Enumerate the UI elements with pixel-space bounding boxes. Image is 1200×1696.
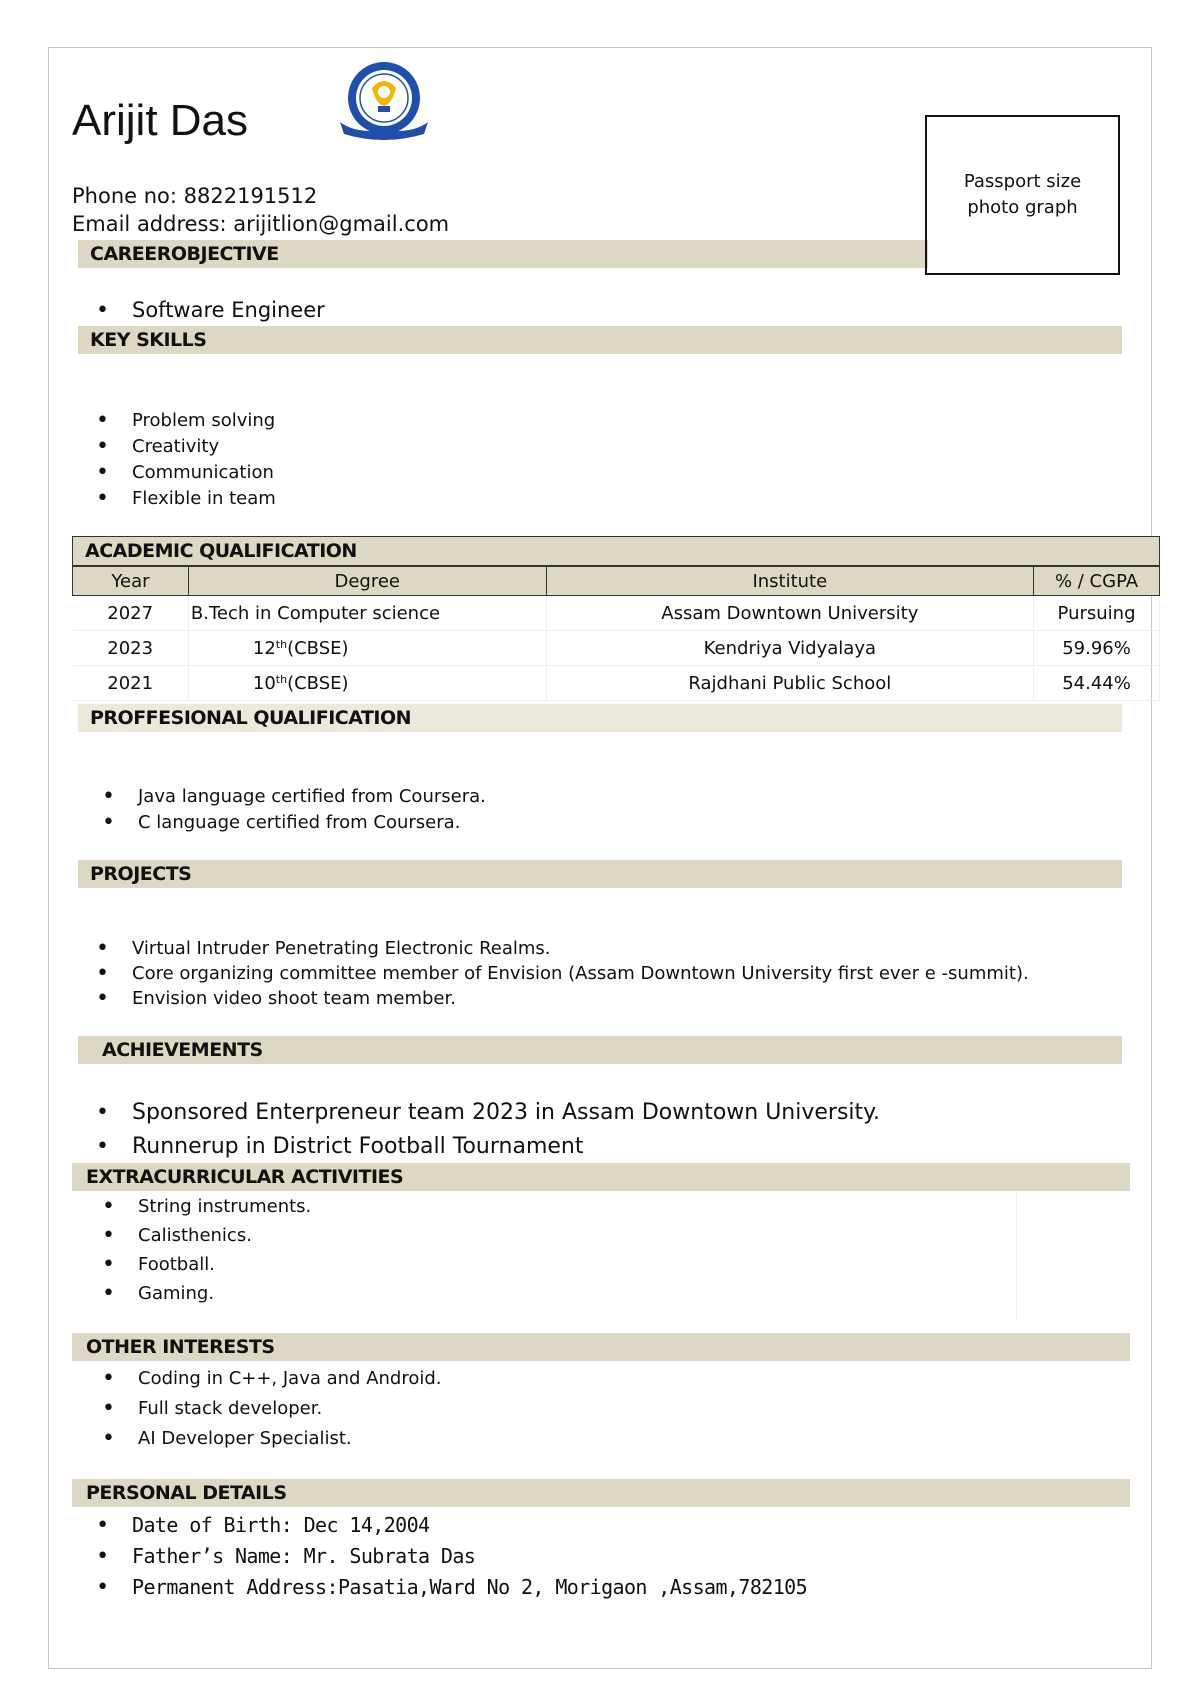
- list-item: • Football.: [102, 1250, 311, 1279]
- table-row: [73, 631, 1160, 666]
- section-other-interests: [72, 1333, 1130, 1361]
- candidate-name: Arijit Das: [72, 96, 249, 145]
- section-personal-details: [72, 1479, 1130, 1507]
- column-header-year: Year: [73, 567, 189, 596]
- degree-text: 12: [252, 637, 276, 659]
- list-item: • Sponsored Enterpreneur team 2023 in Assam Downtown University.: [96, 1096, 880, 1130]
- cell-year: 2027: [73, 596, 189, 631]
- email-address: arijitlion@gmail.com: [233, 212, 450, 236]
- section-title: PROFFESIONAL QUALIFICATION: [90, 707, 412, 729]
- section-title: CAREEROBJECTIVE: [90, 243, 279, 265]
- academic-table-wrap: [72, 566, 1160, 701]
- cell-degree: [188, 596, 546, 631]
- section-key-skills: [78, 326, 1122, 354]
- list-item: • Problem solving: [96, 408, 276, 434]
- cell-score: 59.96%: [1034, 631, 1160, 666]
- cell-institute: Rajdhani Public School: [546, 666, 1033, 701]
- degree-text: B.Tech in Computer science: [190, 602, 441, 624]
- list-item: • Date of Birth: Dec 14,2004: [96, 1510, 807, 1541]
- section-projects: [78, 860, 1122, 888]
- list-item: • Permanent Address:Pasatia,Ward No 2, Morigaon ,Assam,782105: [96, 1572, 807, 1603]
- degree-superscript: th: [275, 637, 288, 651]
- list-item: • Calisthenics.: [102, 1221, 311, 1250]
- section-title: ACHIEVEMENTS: [102, 1039, 263, 1061]
- projects-list: [96, 936, 1029, 1011]
- list-item: • Runnerup in District Football Tournament: [96, 1130, 880, 1164]
- degree-text: 10: [252, 672, 276, 694]
- list-item: • String instruments.: [102, 1192, 311, 1221]
- list-item: • Creativity: [96, 434, 276, 460]
- achievements-list: [96, 1096, 880, 1164]
- cell-institute: Assam Downtown University: [546, 596, 1033, 631]
- list-item: • Core organizing committee member of Envision (Assam Downtown University first ever e -summit).: [96, 961, 1029, 986]
- personal-list: [96, 1510, 807, 1603]
- degree-board: (CBSE): [287, 672, 349, 694]
- passport-photo-placeholder: [925, 115, 1120, 275]
- interests-list: [102, 1364, 442, 1454]
- cell-institute: Kendriya Vidyalaya: [546, 631, 1033, 666]
- table-row: [73, 666, 1160, 701]
- cell-degree: [188, 666, 546, 701]
- column-divider: [1016, 1192, 1017, 1320]
- phone-line: [72, 184, 317, 208]
- section-career-objective: [78, 240, 928, 268]
- list-item: • Gaming.: [102, 1279, 311, 1308]
- section-title: PERSONAL DETAILS: [86, 1482, 287, 1504]
- cell-score: 54.44%: [1034, 666, 1160, 701]
- email-label: Email address:: [72, 212, 234, 236]
- list-item: • Envision video shoot team member.: [96, 986, 1029, 1011]
- professional-list: [102, 784, 486, 836]
- cell-degree: [188, 631, 546, 666]
- skills-list: [96, 408, 276, 512]
- photo-label-line1: Passport size: [963, 171, 1082, 192]
- section-achievements: [78, 1036, 1122, 1064]
- section-title: PROJECTS: [90, 863, 192, 885]
- phone-label: Phone no:: [72, 184, 184, 208]
- phone-number: 8822191512: [183, 184, 318, 208]
- section-title: KEY SKILLS: [90, 329, 207, 351]
- cell-year: 2023: [73, 631, 189, 666]
- cell-year: 2021: [73, 666, 189, 701]
- photo-label-line2: photo graph: [967, 197, 1078, 218]
- list-item: • Coding in C++, Java and Android.: [102, 1364, 442, 1394]
- list-item: • C language certified from Coursera.: [102, 810, 486, 836]
- university-logo-icon: [336, 60, 432, 142]
- list-item: • AI Developer Specialist.: [102, 1424, 442, 1454]
- column-header-degree: Degree: [188, 567, 546, 596]
- list-item: • Flexible in team: [96, 486, 276, 512]
- section-title: EXTRACURRICULAR ACTIVITIES: [86, 1166, 404, 1188]
- section-extracurricular: [72, 1163, 1130, 1191]
- academic-table: [72, 566, 1160, 701]
- list-item: • Full stack developer.: [102, 1394, 442, 1424]
- section-academic: [72, 536, 1160, 566]
- section-professional: [78, 704, 1122, 732]
- degree-board: (CBSE): [287, 637, 349, 659]
- section-title: OTHER INTERESTS: [86, 1336, 275, 1358]
- list-item: • Software Engineer: [96, 298, 325, 322]
- career-list: [96, 298, 325, 322]
- table-header-row: [73, 567, 1160, 596]
- cell-score: Pursuing: [1034, 596, 1160, 631]
- degree-superscript: th: [275, 672, 288, 686]
- extracurricular-list: [102, 1192, 311, 1308]
- section-title: ACADEMIC QUALIFICATION: [85, 540, 357, 562]
- column-header-score: % / CGPA: [1034, 567, 1160, 596]
- column-header-institute: Institute: [546, 567, 1033, 596]
- email-line: [72, 212, 449, 236]
- list-item: • Virtual Intruder Penetrating Electronic Realms.: [96, 936, 1029, 961]
- table-row: [73, 596, 1160, 631]
- list-item: • Father’s Name: Mr. Subrata Das: [96, 1541, 807, 1572]
- list-item: • Java language certified from Coursera.: [102, 784, 486, 810]
- list-item: • Communication: [96, 460, 276, 486]
